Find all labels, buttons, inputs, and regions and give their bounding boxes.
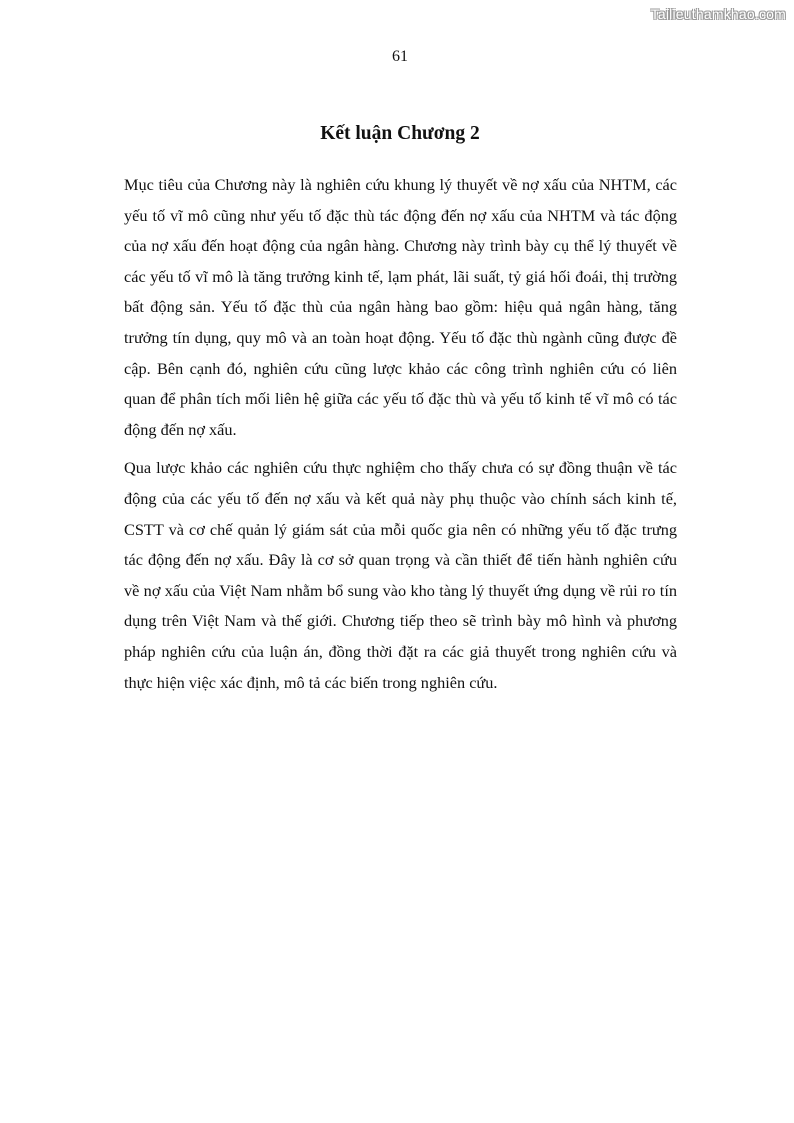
chapter-title: Kết luận Chương 2 [320,123,480,144]
page-number: 61 [392,48,408,65]
paragraph-2: Qua lược khảo các nghiên cứu thực nghiệm cho thấy chưa có sự đồng thuận về tác động của các yếu tố đến nợ xấu và kết quả này phụ thuộc vào chính sách kinh tế, CSTT và cơ chế quản lý giám sát của mỗi quốc gia nên có những yếu tố đặc trưng tác động đến nợ xấu. Đây là cơ sở quan trọng và cần thiết để tiến hành nghiên cứu về nợ xấu của Việt Nam nhằm bổ sung vào kho tàng lý thuyết ứng dụng về rủi ro tín dụng trên Việt Nam và thế giới. Chương tiếp theo sẽ trình bày mô hình và phương pháp nghiên cứu của luận án, đồng thời đặt ra các giả thuyết trong nghiên cứu và thực hiện việc xác định, mô tả các biến trong nghiên cứu. [124,458,677,692]
paragraph-1: Mục tiêu của Chương này là nghiên cứu khung lý thuyết về nợ xấu của NHTM, các yếu tố vĩ mô cũng như yếu tố đặc thù tác động đến nợ xấu của NHTM và tác động của nợ xấu đến hoạt động của ngân hàng. Chương này trình bày cụ thể lý thuyết về các yếu tố vĩ mô là tăng trưởng kinh tế, lạm phát, lãi suất, tỷ giá hối đoái, thị trường bất động sản. Yếu tố đặc thù của ngân hàng bao gồm: hiệu quả ngân hàng, tăng trưởng tín dụng, quy mô và an toàn hoạt động. Yếu tố đặc thù ngành cũng được đề cập. Bên cạnh đó, nghiên cứu cũng lược khảo các công trình nghiên cứu có liên quan để phân tích mối liên hệ giữa các yếu tố đặc thù và yếu tố kinh tế vĩ mô có tác động đến nợ xấu. [124,175,677,439]
watermark-text: Tailieuthamkhao.com [650,6,786,22]
body-text [124,170,677,706]
